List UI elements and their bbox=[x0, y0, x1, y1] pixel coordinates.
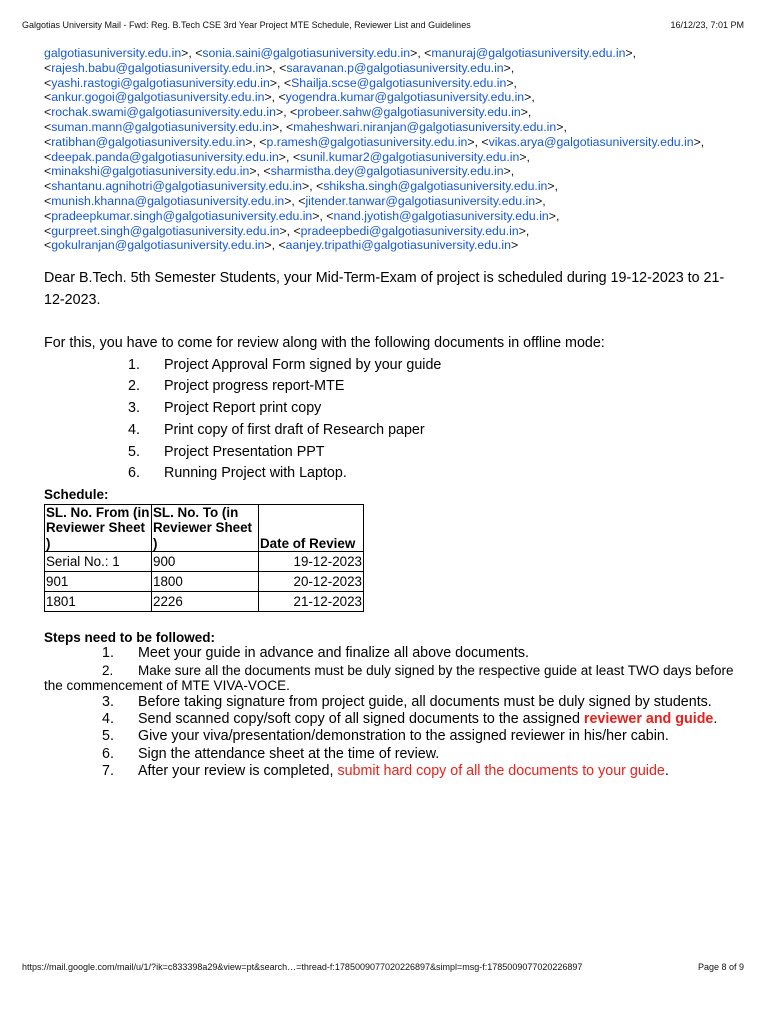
page-url: https://mail.google.com/mail/u/1/?ik=c833398a29&view=pt&search…=thread-f:1785009077020226897&simpl=msg-f:1785009077020226897 bbox=[22, 962, 583, 972]
recipient-email-link[interactable]: shiksha.singh@galgotiasuniversity.edu.in bbox=[323, 179, 548, 194]
step-item bbox=[44, 728, 734, 745]
step-item bbox=[44, 663, 734, 694]
schedule-col-to: SL. No. To (in Reviewer Sheet ) bbox=[152, 504, 259, 552]
recipient-email-link[interactable]: maheshwari.niranjan@galgotiasuniversity.edu.in bbox=[293, 119, 557, 134]
list-item-text: Print copy of first draft of Research paper bbox=[164, 421, 425, 438]
documents-intro: For this, you have to come for review along with the following documents in offline mode: bbox=[44, 335, 605, 352]
cell-to: 2226 bbox=[152, 592, 259, 612]
step-text: After your review is completed, bbox=[138, 762, 338, 779]
recipient-email-link[interactable]: galgotiasuniversity.edu.in bbox=[44, 46, 182, 60]
list-item-text: Running Project with Laptop. bbox=[164, 465, 347, 482]
list-item-text: Project progress report-MTE bbox=[164, 378, 345, 395]
list-item-number: 3. bbox=[128, 400, 140, 417]
list-item bbox=[44, 420, 734, 442]
step-text: Give your viva/presentation/demonstration to the assigned reviewer in his/her cabin. bbox=[138, 728, 669, 745]
recipient-email-link[interactable]: vikas.arya@galgotiasuniversity.edu.in bbox=[488, 134, 694, 149]
step-text: Meet your guide in advance and finalize all above documents. bbox=[138, 645, 530, 662]
cell-date: 21-12-2023 bbox=[259, 592, 364, 612]
recipient-email-link[interactable]: Shailja.scse@galgotiasuniversity.edu.in bbox=[291, 75, 507, 90]
recipient-email-link[interactable]: aanjey.tripathi@galgotiasuniversity.edu.in bbox=[285, 238, 511, 253]
step-highlight: submit hard copy of all the documents to your guide bbox=[337, 762, 665, 779]
steps-list bbox=[44, 645, 734, 780]
print-footer bbox=[22, 962, 744, 972]
list-item-number: 5. bbox=[128, 443, 140, 460]
recipient-email-link[interactable]: rajesh.babu@galgotiasuniversity.edu.in bbox=[51, 60, 266, 75]
step-number: 2. bbox=[102, 662, 114, 678]
step-text: Before taking signature from project guide, all documents must be duly signed by students. bbox=[138, 693, 712, 710]
cell-to: 1800 bbox=[152, 572, 259, 592]
recipient-email-link[interactable]: sharmistha.dey@galgotiasuniversity.edu.in bbox=[270, 164, 504, 179]
recipient-list: galgotiasuniversity.edu.in>, <sonia.saini@galgotiasuniversity.edu.in>, <manuraj@galgotiasuniversity.edu.in>, <rajesh.babu@galgotiasuniversity.edu.in>, <saravanan.p@galgotiasuniversity.edu.in>, <yashi.rastogi@galgotiasuniversity.edu.in>, <Shailja.scse@galgotiasuniversity.edu.in>, <ankur.gogoi@galgotiasuniversity.edu.in>, <yogendra.kumar@galgotiasuniversity.edu.in>, <rochak.swami@galgotiasuniversity.edu.in>, <probeer.sahw@galgotiasuniversity.edu.in>, <suman.mann@galgotiasuniversity.edu.in>, <maheshwari.niranjan@galgotiasuniversity.edu.in>, <ratibhan@galgotiasuniversity.edu.in>, <p.ramesh@galgotiasuniversity.edu.in>, <vikas.arya@galgotiasuniversity.edu.in>, <deepak.panda@galgotiasuniversity.edu.in>, <sunil.kumar2@galgotiasuniversity.edu.in>, <minakshi@galgotiasuniversity.edu.in>, <sharmistha.dey@galgotiasuniversity.edu.in>, <shantanu.agnihotri@galgotiasuniversity.edu.in>, <shiksha.singh@galgotiasuniversity.edu.in>, <munish.khanna@galgotiasuniversity.edu.in>, <jitender.tanwar@galgotiasuniversity.edu.in>, <pradeepkumar.singh@galgotiasuniversity.edu.in>, <nand.jyotish@galgotiasuniversity.edu.in>, <gurpreet.singh@galgotiasuniversity.edu.in>, <pradeepbedi@galgotiasuniversity.edu.in>, <gokulranjan@galgotiasuniversity.edu.in>, <aanjey.tripathi@galgotiasuniversity.edu.in> bbox=[44, 46, 705, 253]
step-number: 5. bbox=[102, 728, 114, 745]
step-number: 1. bbox=[102, 645, 114, 662]
schedule-col-from: SL. No. From (in Reviewer Sheet ) bbox=[45, 504, 152, 552]
schedule-col-date: Date of Review bbox=[259, 504, 364, 552]
recipient-email-link[interactable]: deepak.panda@galgotiasuniversity.edu.in bbox=[51, 149, 279, 164]
table-row bbox=[45, 552, 364, 572]
list-item-number: 4. bbox=[128, 421, 140, 438]
step-text: Sign the attendance sheet at the time of review. bbox=[138, 745, 440, 762]
cell-from: 901 bbox=[45, 572, 152, 592]
recipient-email-link[interactable]: ankur.gogoi@galgotiasuniversity.edu.in bbox=[51, 90, 265, 105]
recipient-email-link[interactable]: sunil.kumar2@galgotiasuniversity.edu.in bbox=[300, 149, 520, 164]
table-row bbox=[45, 592, 364, 612]
step-item bbox=[44, 763, 734, 780]
cell-date: 19-12-2023 bbox=[259, 552, 364, 572]
step-text: Make sure all the documents must be duly signed by the respective guide at least TWO days before the commencement of MTE VIVA-VOCE. bbox=[44, 662, 734, 694]
step-item bbox=[44, 694, 734, 711]
recipient-email-link[interactable]: suman.mann@galgotiasuniversity.edu.in bbox=[51, 119, 272, 134]
cell-from: 1801 bbox=[45, 592, 152, 612]
recipient-email-link[interactable]: gokulranjan@galgotiasuniversity.edu.in bbox=[51, 238, 265, 253]
table-row bbox=[45, 572, 364, 592]
cell-date: 20-12-2023 bbox=[259, 572, 364, 592]
recipient-email-link[interactable]: sonia.saini@galgotiasuniversity.edu.in bbox=[202, 46, 411, 60]
schedule-label: Schedule: bbox=[44, 486, 109, 502]
step-number: 4. bbox=[102, 711, 114, 727]
list-item-text: Project Approval Form signed by your guide bbox=[164, 356, 442, 373]
list-item-number: 1. bbox=[128, 356, 140, 373]
list-item bbox=[44, 442, 734, 464]
schedule-table bbox=[44, 504, 364, 613]
step-end: . bbox=[664, 762, 669, 779]
steps-label: Steps need to be followed: bbox=[44, 630, 216, 646]
recipient-email-link[interactable]: pradeepkumar.singh@galgotiasuniversity.edu.in bbox=[51, 208, 313, 223]
list-item-text: Project Presentation PPT bbox=[164, 443, 325, 460]
recipient-email-link[interactable]: nand.jyotish@galgotiasuniversity.edu.in bbox=[333, 208, 549, 223]
page-number: Page 8 of 9 bbox=[697, 962, 744, 972]
step-item bbox=[44, 645, 734, 662]
email-subject-title: Galgotias University Mail - Fwd: Reg. B.Tech CSE 3rd Year Project MTE Schedule, Reviewer List and Guidelines bbox=[22, 20, 471, 30]
list-item bbox=[44, 463, 734, 485]
recipient-email-link[interactable]: munish.khanna@galgotiasuniversity.edu.in bbox=[51, 193, 285, 208]
list-item bbox=[44, 376, 734, 398]
print-header bbox=[22, 20, 744, 30]
step-number: 7. bbox=[102, 762, 114, 779]
step-item bbox=[44, 746, 734, 763]
list-item-number: 6. bbox=[128, 465, 140, 482]
list-item bbox=[44, 355, 734, 377]
list-item-text: Project Report print copy bbox=[164, 400, 322, 417]
recipient-email-link[interactable]: yogendra.kumar@galgotiasuniversity.edu.in bbox=[285, 90, 525, 105]
step-text: Send scanned copy/soft copy of all signed documents to the assigned bbox=[138, 711, 584, 727]
recipient-email-link[interactable]: ratibhan@galgotiasuniversity.edu.in bbox=[51, 134, 246, 149]
list-item bbox=[44, 398, 734, 420]
recipient-email-link[interactable]: shantanu.agnihotri@galgotiasuniversity.edu.in bbox=[51, 179, 303, 194]
recipient-email-link[interactable]: rochak.swami@galgotiasuniversity.edu.in bbox=[51, 105, 277, 120]
recipient-email-link[interactable]: jitender.tanwar@galgotiasuniversity.edu.in bbox=[305, 193, 536, 208]
print-datetime: 16/12/23, 7:01 PM bbox=[670, 20, 744, 30]
recipient-email-link[interactable]: pradeepbedi@galgotiasuniversity.edu.in bbox=[300, 223, 519, 238]
step-highlight: reviewer and guide bbox=[583, 711, 714, 727]
recipient-email-link[interactable]: gurpreet.singh@galgotiasuniversity.edu.in bbox=[51, 223, 280, 238]
documents-list bbox=[44, 355, 734, 485]
cell-from: Serial No.: 1 bbox=[45, 552, 152, 572]
list-item-number: 2. bbox=[128, 378, 140, 395]
step-number: 3. bbox=[102, 693, 114, 710]
intro-paragraph: Dear B.Tech. 5th Semester Students, your Mid-Term-Exam of project is scheduled during 19-12-2023 to 21-12-2023. bbox=[44, 270, 725, 308]
recipient-email-link[interactable]: minakshi@galgotiasuniversity.edu.in bbox=[51, 164, 250, 179]
schedule-header-row bbox=[45, 504, 364, 552]
recipient-email-link[interactable]: p.ramesh@galgotiasuniversity.edu.in bbox=[266, 134, 468, 149]
step-item bbox=[44, 711, 734, 728]
recipient-email-link[interactable]: manuraj@galgotiasuniversity.edu.in bbox=[431, 46, 626, 60]
message-body bbox=[44, 268, 734, 780]
step-number: 6. bbox=[102, 745, 114, 762]
recipient-email-link[interactable]: yashi.rastogi@galgotiasuniversity.edu.in bbox=[51, 75, 270, 90]
recipient-email-link[interactable]: probeer.sahw@galgotiasuniversity.edu.in bbox=[297, 105, 521, 120]
recipient-email-link[interactable]: saravanan.p@galgotiasuniversity.edu.in bbox=[286, 60, 504, 75]
step-end: . bbox=[713, 711, 718, 727]
cell-to: 900 bbox=[152, 552, 259, 572]
